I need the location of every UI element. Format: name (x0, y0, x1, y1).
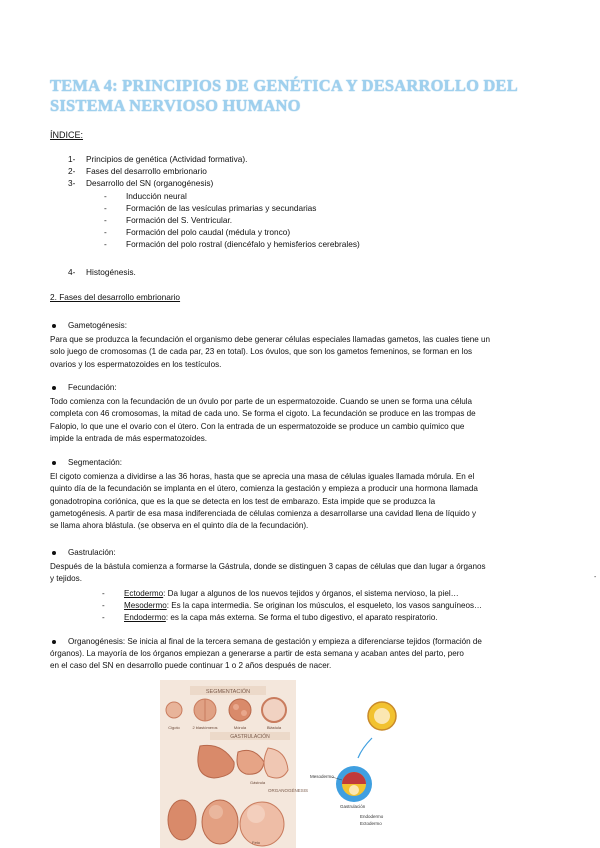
segmentacion-label: SEGMENTACIÓN (205, 689, 251, 695)
toc-subitem: - Formación del polo rostral (diencéfalo y hemisferios cerebrales) (104, 239, 360, 250)
toc-item-number: 2- (68, 166, 76, 177)
mesodermo-label: Mesodermo (310, 774, 334, 779)
bullet-icon (52, 640, 56, 644)
toc-item (68, 153, 360, 165)
toc-subitem: - Formación del polo caudal (médula y tronco) (104, 227, 291, 238)
fecundacion-block (50, 382, 550, 445)
endodermo-label: Endodermo (360, 814, 384, 819)
bullet-icon (52, 324, 56, 328)
index-heading: ÍNDICE: (50, 130, 84, 140)
block-heading: Gametogénesis: (68, 321, 127, 330)
block-heading: Organogénesis: (68, 637, 126, 646)
svg-text:Mórula: Mórula (233, 725, 247, 730)
toc-item-text: Fases del desarrollo embrionario (86, 166, 207, 177)
embryo-shape (168, 800, 196, 840)
toc-item-number: 4- (68, 266, 76, 277)
list-item: - Ectodermo: Da lugar a algunos de los nuevos tejidos y órganos, el sistema nervioso, la piel… (102, 588, 459, 598)
toc-subitem-text: Formación de las vesículas primarias y secundarias (126, 202, 317, 213)
toc-item-number: 1- (68, 154, 76, 164)
toc-subitem: - Formación de las vesículas primarias y secundarias (104, 202, 317, 213)
toc-subitem: - Formación del S. Ventricular. (104, 215, 233, 226)
toc-subitem-text: Formación del polo caudal (médula y tronco) (126, 227, 291, 238)
toc-item-text: Principios de genética (Actividad formativa). (86, 154, 248, 164)
block-heading: Segmentación: (68, 458, 122, 467)
gastrulacion-small-label: Gastrulación (340, 804, 366, 809)
bullet-icon (52, 551, 56, 555)
toc-subitem: - Inducción neural (104, 190, 187, 201)
svg-text:2 blastómeros: 2 blastómeros (192, 725, 218, 730)
toc-item (68, 165, 360, 177)
embryo-development-figure (160, 680, 450, 848)
toc-item (68, 177, 360, 189)
organogenesis-label: ORGANOGÉNESIS (268, 788, 309, 793)
toc-subitem-text: Inducción neural (126, 190, 187, 201)
toc-item-text: Desarrollo del SN (organogénesis) (86, 178, 214, 189)
toc-item-text: Histogénesis. (86, 266, 136, 277)
bullet-icon (52, 461, 56, 465)
list-item: - Mesodermo: Es la capa intermedia. Se originan los músculos, el esqueleto, los vasos sanguíneos… (102, 600, 483, 610)
toc-subitem-text: Formación del polo rostral (diencéfalo y hemisferios cerebrales) (126, 239, 360, 250)
ectodermo-label: Ectodermo (360, 821, 382, 826)
gastrulacion-block (50, 547, 550, 624)
blastula-cell (262, 698, 286, 722)
block-text: Para que se produzca la fecundación el organismo debe generar células especiales llamadas gametos, las cuales tiene un solo juego de cromosomas (1 de cada par, 23 en total). Los óvulos, que son los gametos femeninos, se forman en los ovarios y los espermatozoides en los testículos. (50, 335, 491, 369)
block-text: órganos). La mayoría de los órganos empiezan a generarse a partir de esta semana y acaban antes del parto, pero en el caso del SN en desarrollo puede continuar 1 o 2 años después de nacer. (50, 649, 464, 671)
arrow-icon (358, 738, 372, 758)
svg-text:Blástula: Blástula (266, 725, 282, 730)
block-text: Después de la bástula comienza a formarse la Gástrula, donde se distinguen 3 capas de células que dan lugar a órganos y tejidos. (50, 562, 486, 584)
margin-mark: - (594, 574, 597, 581)
organogenesis-block: Organogénesis: Se inicia al final de la tercera semana de gestación y empieza a diferenciarse tejidos (formación de órganos). La mayoría de los órganos empiezan a generarse a partir de esta semana y acaban antes del parto, pero en el caso del SN en desarrollo puede continuar 1 o 2 años después de nacer. (50, 636, 550, 673)
segmentacion-block (50, 457, 550, 532)
bullet-icon (52, 386, 56, 390)
block-heading: Fecundación: (68, 383, 117, 392)
svg-text:Feto: Feto (252, 840, 261, 845)
toc-item (68, 266, 360, 278)
toc-item-number: 3- (68, 178, 76, 189)
toc-subitem-text: Formación del S. Ventricular. (126, 215, 233, 226)
block-heading: Gastrulación: (68, 548, 116, 557)
page-title: TEMA 4: PRINCIPIOS DE GENÉTICA Y DESARROLLO DEL SISTEMA NERVIOSO HUMANO (50, 76, 518, 115)
germ-layer-list (102, 588, 550, 625)
table-of-contents (68, 153, 360, 278)
gastrulacion-label: GASTRULACIÓN (230, 734, 270, 740)
morula-cell (229, 699, 251, 721)
list-item: - Endodermo: es la capa más externa. Se forma el tubo digestivo, el aparato respiratorio. (102, 613, 438, 623)
gametogenesis-block (50, 320, 550, 371)
svg-text:Gástrula: Gástrula (250, 780, 266, 785)
section-heading: 2. Fases del desarrollo embrionario (50, 292, 181, 302)
cigoto-cell (166, 702, 182, 718)
block-text: El cigoto comienza a dividirse a las 36 horas, hasta que se aprecia una masa de células iguales llamada mórula. En el quinto día de la fecundación se implanta en el útero, comienza la gestación y empieza a producir una hormona llamada gonadotropina coriónica, que es la que se detecta en los test de embarazo. Esta impide que se produzca la gametogénesis. A partir de esa masa indiferenciada de células comienza a desarrollarse una cavidad llena de líquido y se llama ahora blástula. (se observa en el quinto día de la fecundación). (50, 472, 478, 531)
block-text: Todo comienza con la fecundación de un óvulo por parte de un espermatozoide. Cuando se unen se forma una célula completa con 46 cromosomas, la mitad de cada uno. Se forma el cigoto. La fecundación se produce en las trompas de Falopio, lo que une el ovario con el útero. Con la entrada de un espermatozoide se produce un cambio químico que impide la entrada de más espermatozoides. (50, 397, 476, 443)
svg-text:Cigoto: Cigoto (168, 725, 180, 730)
